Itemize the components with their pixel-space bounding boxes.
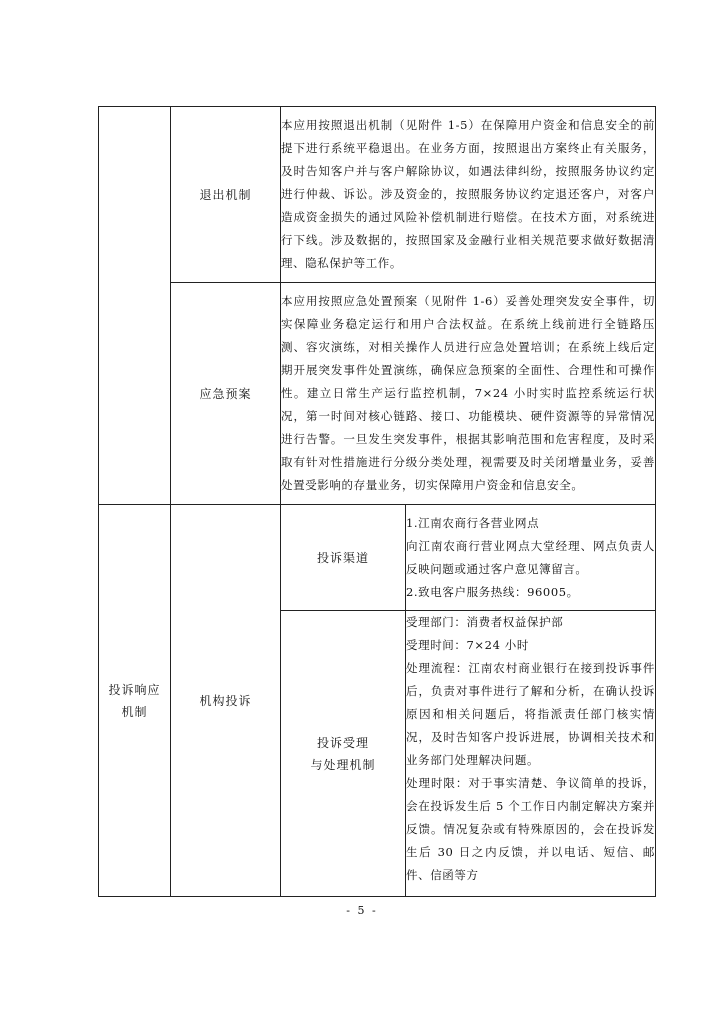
channels-label: 投诉渠道: [316, 550, 369, 565]
handling-line-1: 受理部门：消费者权益保护部: [406, 615, 564, 629]
handling-label-1: 投诉受理: [316, 735, 369, 750]
table-row-complaint-channels: [99, 505, 656, 611]
emergency-label-cell: [171, 283, 281, 505]
table-row-exit: [99, 107, 656, 283]
complaint-group-label-1: 投诉响应: [108, 682, 161, 697]
institution-complaint-cell: [171, 505, 281, 897]
complaint-group-cell: [99, 505, 171, 897]
table-row-emergency: [99, 283, 656, 505]
info-table: [98, 106, 656, 897]
exit-text: 本应用按照退出机制（见附件 1-5）在保障用户资金和信息安全的前提下进行系统平稳退出。在业务方面，按照退出方案终止有关服务，及时告知客户并与客户解除协议，如遇法律纠纷，按照服务协议约定进行仲裁、诉讼。涉及资金的，按照服务协议约定退还客户，对客户造成资金损失的通过风险补偿机制进行赔偿。在技术方面，对系统进行下线。涉及数据的，按照国家及金融行业相关规范要求做好数据清理、隐私保护等工作。: [281, 118, 656, 270]
exit-text-cell: [281, 107, 656, 283]
emergency-text-cell: [281, 283, 656, 505]
channels-text-cell: [406, 505, 656, 611]
handling-label-2: 与处理机制: [310, 757, 376, 772]
channels-line-3: 2.致电客户服务热线：96005。: [406, 584, 579, 599]
exit-label: 退出机制: [199, 187, 252, 202]
handling-line-3: 处理流程：江南农村商业银行在接到投诉事件后，负责对事件进行了解和分析，在确认投诉原因和相关问题后，将指派责任部门核实情况，及时告知客户投诉进展，协调相关技术和业务部门处理解决问题。: [406, 661, 656, 767]
handling-text-cell: [406, 611, 656, 897]
exit-label-cell: [171, 107, 281, 283]
channels-line-1: 1.江南农商行各营业网点: [406, 515, 540, 530]
handling-line-4: 处理时限：对于事实清楚、争议简单的投诉，会在投诉发生后 5 个工作日内制定解决方案并反馈。情况复杂或有特殊原因的，会在投诉发生后 30 日之内反馈，并以电话、短信、邮件、信函等方: [406, 776, 656, 882]
institution-complaint-label: 机构投诉: [199, 693, 252, 708]
channels-label-cell: [281, 505, 406, 611]
emergency-text: 本应用按照应急处置预案（见附件 1-6）妥善处理突发安全事件，切实保障业务稳定运行和用户合法权益。在系统上线前进行全链路压测、容灾演练，对相关操作人员进行应急处置培训；在系统上线后定期开展突发事件处置演练，确保应急预案的全面性、合理性和可操作性。建立日常生产运行监控机制，7×24 小时实时监控系统运行状况，第一时间对核心链路、接口、功能模块、硬件资源等的异常情况进行告警。一旦发生突发事件，根据其影响范围和危害程度，及时采取有针对性措施进行分级分类处理，视需要及时关闭增量业务，妥善处置受影响的存量业务，切实保障用户资金和信息安全。: [281, 294, 656, 492]
emergency-label: 应急预案: [199, 386, 252, 401]
empty-category-cell: [99, 107, 171, 505]
page-number: - 5 -: [346, 904, 378, 917]
channels-line-2: 向江南农商行营业网点大堂经理、网点负责人反映问题或通过客户意见簿留言。: [406, 538, 656, 576]
complaint-group-label-2: 机制: [121, 704, 148, 719]
handling-line-2: 受理时间：7×24 小时: [406, 638, 529, 652]
handling-label-cell: [281, 611, 406, 897]
